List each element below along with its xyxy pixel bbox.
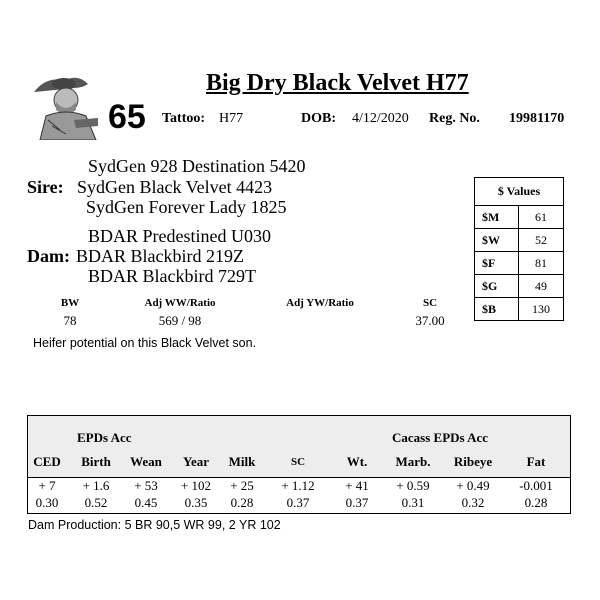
col-marb: Marb. <box>395 454 431 469</box>
sire-label: Sire: <box>27 177 64 197</box>
sire-dam: SydGen Forever Lady 1825 <box>86 197 287 217</box>
dollar-values-table <box>474 177 564 321</box>
epd-group-label: EPDs Acc <box>77 430 132 445</box>
cowboy-logo-icon <box>26 70 102 140</box>
dob-value: 4/12/2020 <box>352 111 409 126</box>
col-fat: Fat <box>526 454 546 469</box>
col-ribeye: Ribeye <box>453 454 493 469</box>
sire-name: SydGen Black Velvet 4423 <box>77 177 273 197</box>
tattoo-label: Tattoo: <box>162 111 206 126</box>
col-wean: Wean <box>130 454 162 469</box>
epd-marb: + 0.59 <box>396 478 430 493</box>
epd-milk: + 25 <box>230 478 254 493</box>
epd-ribeye: + 0.49 <box>456 478 490 493</box>
table-row: $B 130 <box>475 298 564 321</box>
col-birth: Birth <box>81 454 111 469</box>
epd-year: + 102 <box>180 478 212 493</box>
comment-note: Heifer potential on this Black Velvet son. <box>33 336 257 350</box>
acc-ced: 0.30 <box>35 495 59 510</box>
epd-wt: + 41 <box>345 478 369 493</box>
epd-sc: + 1.12 <box>281 478 315 493</box>
page-title: Big Dry Black Velvet H77 <box>206 70 469 96</box>
acc-year: 0.35 <box>184 495 208 510</box>
reg-label: Reg. No. <box>429 111 480 126</box>
adj-ww-value: 569 / 98 <box>158 313 202 328</box>
bw-label: BW <box>60 297 80 309</box>
col-sc: SC <box>290 456 306 468</box>
tattoo-value: H77 <box>219 111 244 126</box>
reg-value: 19981170 <box>509 111 565 126</box>
sire-sire: SydGen 928 Destination 5420 <box>88 156 306 176</box>
epd-ced: + 7 <box>38 478 56 493</box>
acc-marb: 0.31 <box>401 495 425 510</box>
sc-value: 37.00 <box>415 313 445 328</box>
epd-fat: -0.001 <box>519 478 553 493</box>
epd-table <box>27 415 571 514</box>
dam-label: Dam: <box>27 246 70 266</box>
epd-wean: + 53 <box>134 478 158 493</box>
dam-sire: BDAR Predestined U030 <box>88 226 271 246</box>
adj-yw-label: Adj YW/Ratio <box>286 297 354 309</box>
acc-sc: 0.37 <box>286 495 310 510</box>
sc-label: SC <box>422 297 438 309</box>
bw-value: 78 <box>63 313 77 328</box>
table-row: $M 61 <box>475 206 564 229</box>
col-ced: CED <box>33 454 61 469</box>
acc-birth: 0.52 <box>84 495 108 510</box>
table-row: $G 49 <box>475 275 564 298</box>
table-row: $F 81 <box>475 252 564 275</box>
acc-ribeye: 0.32 <box>461 495 485 510</box>
acc-milk: 0.28 <box>230 495 254 510</box>
acc-wt: 0.37 <box>345 495 369 510</box>
acc-fat: 0.28 <box>524 495 548 510</box>
col-year: Year <box>183 454 209 469</box>
adj-ww-label: Adj WW/Ratio <box>144 297 216 309</box>
dam-dam: BDAR Blackbird 729T <box>88 266 256 286</box>
col-milk: Milk <box>228 454 256 469</box>
dam-name: BDAR Blackbird 219Z <box>76 246 244 266</box>
col-wt: Wt. <box>346 454 368 469</box>
lot-number: 65 <box>108 98 146 136</box>
dollar-values-header: $ Values <box>475 178 564 206</box>
carcass-group-label: Cacass EPDs Acc <box>392 430 489 445</box>
epd-birth: + 1.6 <box>82 478 110 493</box>
acc-wean: 0.45 <box>134 495 158 510</box>
dob-label: DOB: <box>301 111 336 126</box>
dam-production: Dam Production: 5 BR 90,5 WR 99, 2 YR 102 <box>28 518 281 532</box>
table-row: $W 52 <box>475 229 564 252</box>
